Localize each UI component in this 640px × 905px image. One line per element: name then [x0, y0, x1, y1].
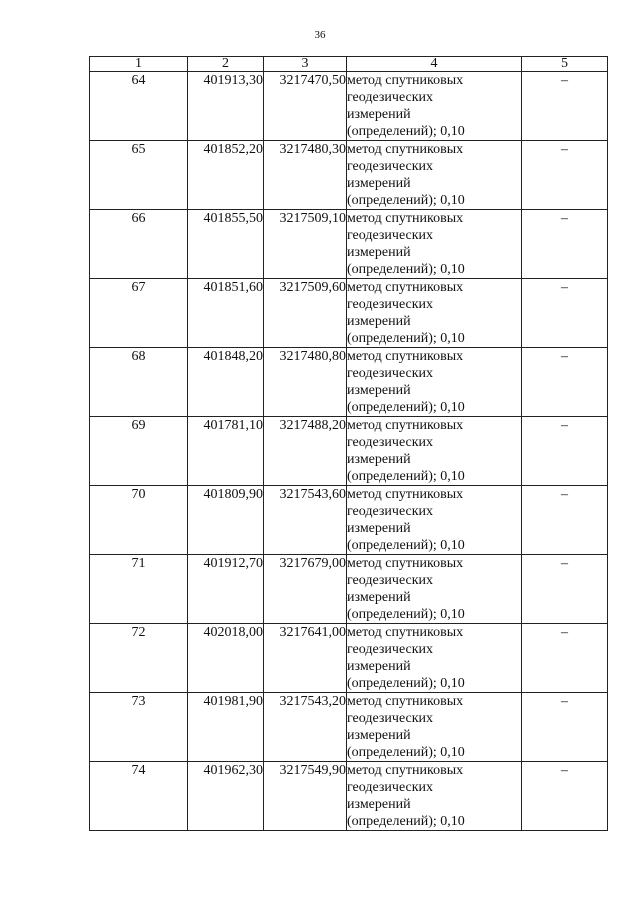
column-header-3: 3	[264, 57, 347, 72]
method-line: (определений); 0,10	[347, 607, 465, 622]
x-coordinate-cell: 401809,90	[188, 486, 264, 555]
note-cell: –	[522, 141, 608, 210]
column-header-4: 4	[347, 57, 522, 72]
method-cell	[347, 555, 522, 624]
y-coordinate-cell: 3217549,90	[264, 762, 347, 831]
y-coordinate-cell: 3217470,50	[264, 72, 347, 141]
point-number-cell: 69	[90, 417, 188, 486]
note-cell: –	[522, 555, 608, 624]
page-number: 36	[314, 29, 326, 41]
table-row	[90, 141, 608, 210]
method-line: (определений); 0,10	[347, 124, 465, 139]
table-row	[90, 555, 608, 624]
method-line: метод спутниковых	[347, 625, 464, 640]
table-row	[90, 72, 608, 141]
method-line: измерений	[347, 797, 411, 812]
method-line: метод спутниковых	[347, 349, 464, 364]
method-line: метод спутниковых	[347, 763, 464, 778]
method-line: измерений	[347, 521, 411, 536]
method-cell	[347, 486, 522, 555]
method-line: (определений); 0,10	[347, 400, 465, 415]
x-coordinate-cell: 401852,20	[188, 141, 264, 210]
method-line: измерений	[347, 659, 411, 674]
method-cell	[347, 762, 522, 831]
y-coordinate-cell: 3217480,30	[264, 141, 347, 210]
method-line: метод спутниковых	[347, 211, 464, 226]
table-row	[90, 486, 608, 555]
note-cell: –	[522, 210, 608, 279]
x-coordinate-cell: 401855,50	[188, 210, 264, 279]
x-coordinate-cell: 401912,70	[188, 555, 264, 624]
method-line: метод спутниковых	[347, 280, 464, 295]
note-cell: –	[522, 348, 608, 417]
method-line: метод спутниковых	[347, 73, 464, 88]
method-line: геодезических	[347, 780, 434, 795]
point-number-cell: 67	[90, 279, 188, 348]
x-coordinate-cell: 401781,10	[188, 417, 264, 486]
method-line: геодезических	[347, 366, 434, 381]
table-row	[90, 624, 608, 693]
coordinates-table	[89, 56, 608, 831]
point-number-cell: 68	[90, 348, 188, 417]
method-line: геодезических	[347, 159, 434, 174]
y-coordinate-cell: 3217488,20	[264, 417, 347, 486]
method-line: (определений); 0,10	[347, 745, 465, 760]
method-line: геодезических	[347, 297, 434, 312]
note-cell: –	[522, 486, 608, 555]
point-number-cell: 65	[90, 141, 188, 210]
point-number-cell: 74	[90, 762, 188, 831]
y-coordinate-cell: 3217509,60	[264, 279, 347, 348]
table-row	[90, 693, 608, 762]
note-cell: –	[522, 693, 608, 762]
note-cell: –	[522, 624, 608, 693]
method-line: (определений); 0,10	[347, 262, 465, 277]
x-coordinate-cell: 401913,30	[188, 72, 264, 141]
y-coordinate-cell: 3217679,00	[264, 555, 347, 624]
method-cell	[347, 279, 522, 348]
method-line: геодезических	[347, 642, 434, 657]
method-line: метод спутниковых	[347, 142, 464, 157]
note-cell: –	[522, 279, 608, 348]
point-number-cell: 64	[90, 72, 188, 141]
x-coordinate-cell: 401962,30	[188, 762, 264, 831]
point-number-cell: 70	[90, 486, 188, 555]
method-line: геодезических	[347, 90, 434, 105]
method-line: (определений); 0,10	[347, 331, 465, 346]
point-number-cell: 73	[90, 693, 188, 762]
method-cell	[347, 210, 522, 279]
method-line: метод спутниковых	[347, 694, 464, 709]
y-coordinate-cell: 3217543,60	[264, 486, 347, 555]
x-coordinate-cell: 401848,20	[188, 348, 264, 417]
method-line: геодезических	[347, 504, 434, 519]
method-line: измерений	[347, 176, 411, 191]
method-line: (определений); 0,10	[347, 676, 465, 691]
table-row	[90, 348, 608, 417]
x-coordinate-cell: 401851,60	[188, 279, 264, 348]
method-line: метод спутниковых	[347, 418, 464, 433]
method-line: метод спутниковых	[347, 556, 464, 571]
method-line: (определений); 0,10	[347, 193, 465, 208]
note-cell: –	[522, 762, 608, 831]
point-number-cell: 72	[90, 624, 188, 693]
method-line: измерений	[347, 107, 411, 122]
method-cell	[347, 141, 522, 210]
table-row	[90, 210, 608, 279]
method-line: (определений); 0,10	[347, 814, 465, 829]
method-line: измерений	[347, 728, 411, 743]
method-line: измерений	[347, 245, 411, 260]
method-line: (определений); 0,10	[347, 469, 465, 484]
method-cell	[347, 72, 522, 141]
method-line: измерений	[347, 314, 411, 329]
table-row	[90, 279, 608, 348]
y-coordinate-cell: 3217509,10	[264, 210, 347, 279]
y-coordinate-cell: 3217480,80	[264, 348, 347, 417]
column-header-2: 2	[188, 57, 264, 72]
method-line: геодезических	[347, 711, 434, 726]
point-number-cell: 66	[90, 210, 188, 279]
method-line: метод спутниковых	[347, 487, 464, 502]
method-line: геодезических	[347, 435, 434, 450]
method-line: геодезических	[347, 228, 434, 243]
x-coordinate-cell: 401981,90	[188, 693, 264, 762]
point-number-cell: 71	[90, 555, 188, 624]
method-line: (определений); 0,10	[347, 538, 465, 553]
column-header-5: 5	[522, 57, 608, 72]
method-line: геодезических	[347, 573, 434, 588]
method-line: измерений	[347, 590, 411, 605]
y-coordinate-cell: 3217543,20	[264, 693, 347, 762]
method-cell	[347, 693, 522, 762]
y-coordinate-cell: 3217641,00	[264, 624, 347, 693]
note-cell: –	[522, 417, 608, 486]
note-cell: –	[522, 72, 608, 141]
method-cell	[347, 348, 522, 417]
column-header-1: 1	[90, 57, 188, 72]
x-coordinate-cell: 402018,00	[188, 624, 264, 693]
table-row	[90, 417, 608, 486]
method-cell	[347, 624, 522, 693]
table-header-row	[90, 57, 608, 72]
method-line: измерений	[347, 452, 411, 467]
method-line: измерений	[347, 383, 411, 398]
method-cell	[347, 417, 522, 486]
table-row	[90, 762, 608, 831]
